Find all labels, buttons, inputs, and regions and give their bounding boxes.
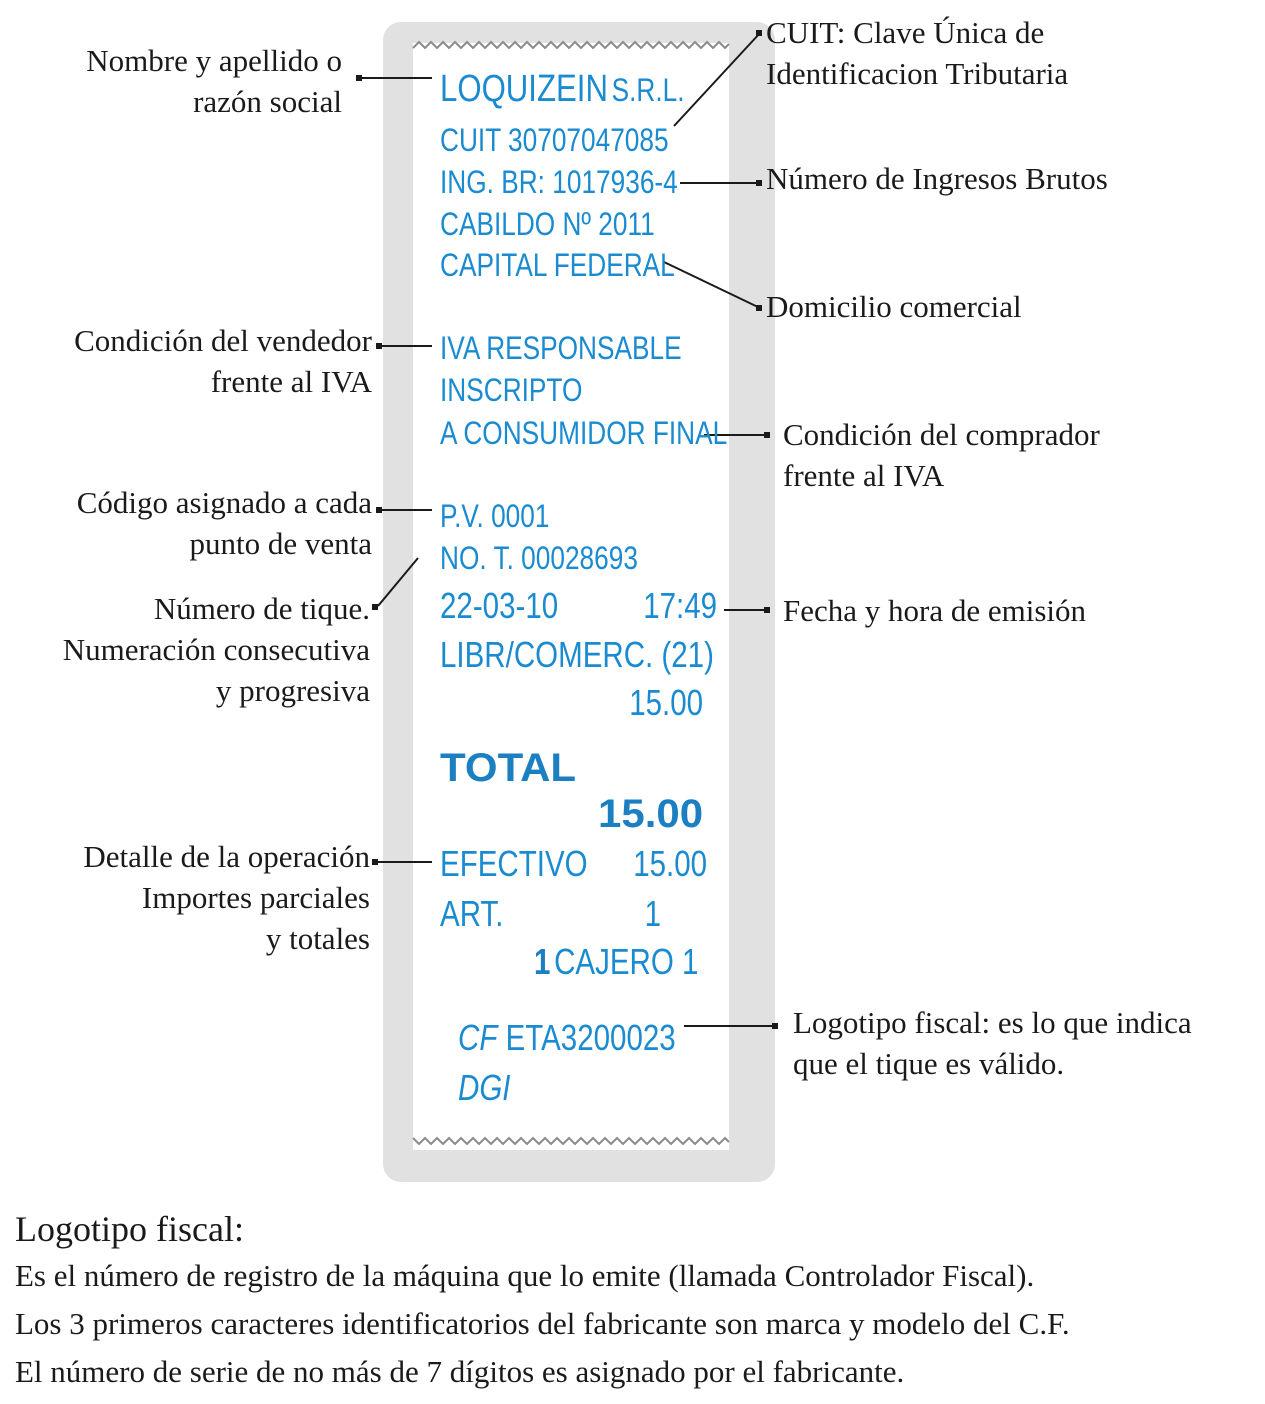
receipt-address: CABILDO Nº 2011 xyxy=(440,206,655,242)
receipt-ticket-no: NO. T. 00028693 xyxy=(440,540,638,576)
receipt-payment-label: EFECTIVO xyxy=(440,843,588,884)
label-nombre: Nombre y apellido o razón social xyxy=(86,43,342,119)
marker-ingresos xyxy=(756,180,762,186)
marker-vendedor xyxy=(376,343,382,349)
marker-logo xyxy=(772,1023,778,1029)
receipt-cashier: 1 CAJERO 1 xyxy=(534,941,699,982)
receipt-bottom-edge xyxy=(413,1138,729,1144)
receipt-art-count: 1 xyxy=(644,893,661,934)
connector-domicilio xyxy=(664,262,760,308)
marker-comprador xyxy=(764,432,770,438)
receipt-item-amount: 15.00 xyxy=(629,682,703,723)
receipt-company: LOQUIZEIN S.R.L. xyxy=(440,68,685,110)
receipt-cuit: CUIT 30707047085 xyxy=(440,122,669,158)
label-fecha: Fecha y hora de emisión xyxy=(783,593,1087,628)
receipt-total-label: TOTAL xyxy=(440,746,577,790)
receipt-dgi: DGI xyxy=(458,1067,511,1108)
label-detalle: Detalle de la operación Importes parciales y totales xyxy=(83,839,370,956)
marker-tique xyxy=(372,604,378,610)
receipt-payment-amount: 15.00 xyxy=(633,843,707,884)
label-logo: Logotipo fiscal: es lo que indica que el tique es válido. xyxy=(793,1005,1192,1081)
receipt-buyer: A CONSUMIDOR FINAL xyxy=(440,415,728,451)
marker-detalle xyxy=(372,859,378,865)
marker-codigo xyxy=(376,507,382,513)
label-tique: Número de tique. Numeración consecutiva y progresiva xyxy=(62,591,370,708)
label-comprador: Condición del comprador frente al IVA xyxy=(783,417,1100,493)
marker-cuit xyxy=(756,30,762,36)
label-codigo: Código asignado a cada punto de venta xyxy=(76,485,372,561)
footer-line3: El número de serie de no más de 7 dígitos es asignado por el fabricante. xyxy=(15,1354,905,1389)
label-vendedor: Condición del vendedor frente al IVA xyxy=(74,323,372,399)
connector-tique xyxy=(378,558,418,606)
receipt-city: CAPITAL FEDERAL xyxy=(440,247,675,283)
receipt-iva-line2: INSCRIPTO xyxy=(440,372,583,408)
receipt-date: 22-03-10 xyxy=(440,585,559,626)
marker-domicilio xyxy=(756,305,762,311)
receipt-iva-line1: IVA RESPONSABLE xyxy=(440,330,682,366)
receipt-cf-code: CF ETA3200023 xyxy=(458,1017,676,1058)
receipt-ing-br: ING. BR: 1017936-4 xyxy=(440,164,678,200)
receipt-pv: P.V. 0001 xyxy=(440,498,550,534)
label-cuit: CUIT: Clave Única de Identificacion Tributaria xyxy=(766,15,1069,91)
footer-title: Logotipo fiscal: xyxy=(15,1209,244,1249)
footer-line2: Los 3 primeros caracteres identificatorios del fabricante son marca y modelo del C.F. xyxy=(15,1306,1070,1341)
marker-nombre xyxy=(356,75,362,81)
label-domicilio: Domicilio comercial xyxy=(766,289,1022,324)
receipt-top-edge xyxy=(413,42,729,48)
receipt-art-label: ART. xyxy=(440,893,504,934)
receipt-item: LIBR/COMERC. (21) xyxy=(440,634,714,675)
marker-fecha xyxy=(764,607,770,613)
receipt-time: 17:49 xyxy=(643,585,717,626)
label-ingresos: Número de Ingresos Brutos xyxy=(766,161,1108,196)
receipt-total-amount: 15.00 xyxy=(597,792,703,836)
footer-line1: Es el número de registro de la máquina que lo emite (llamada Controlador Fiscal). xyxy=(15,1258,1035,1293)
